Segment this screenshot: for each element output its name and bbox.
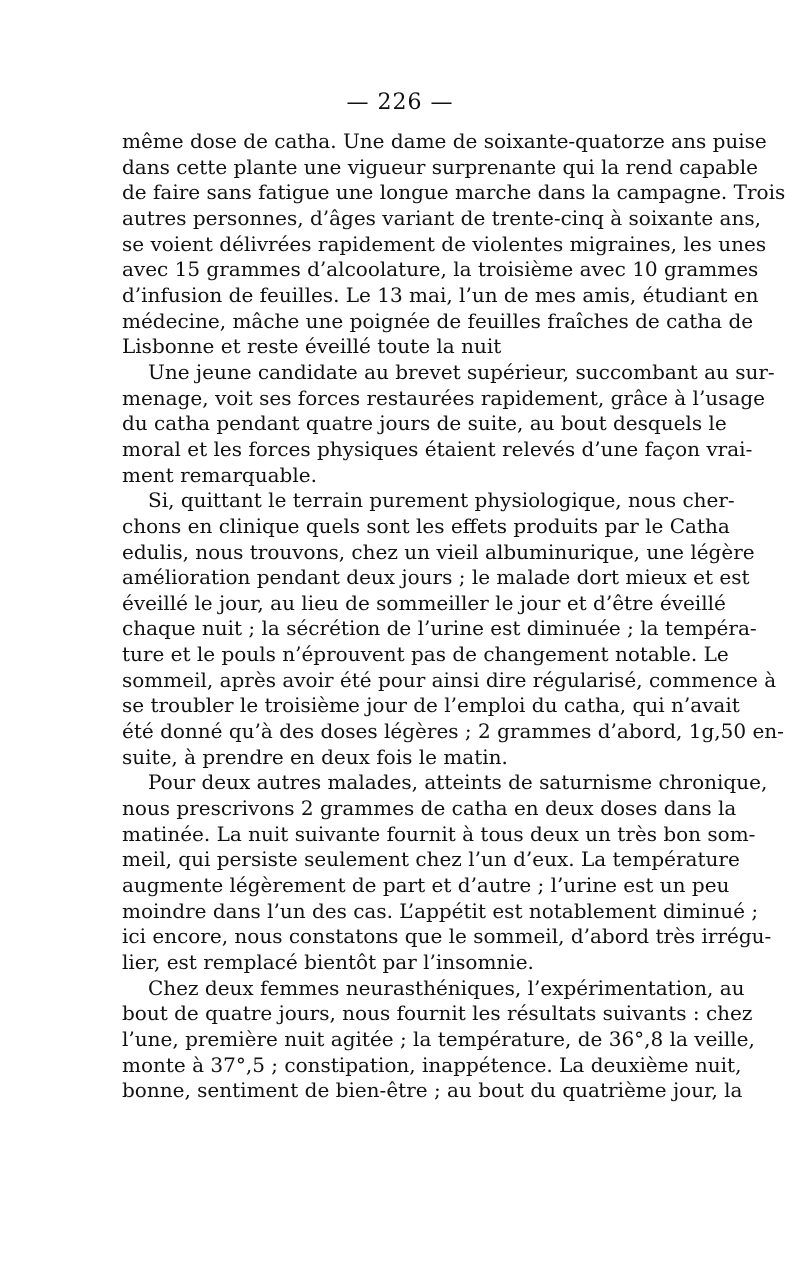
- text-line: bonne, sentiment de bien-être ; au bout du quatrième jour, la: [122, 1078, 743, 1103]
- text-line: chons en clinique quels sont les effets produits par le Catha: [122, 513, 730, 538]
- text-line: ment remarquable.: [122, 462, 317, 487]
- text-line: bout de quatre jours, nous fournit les résultats suivants : chez: [122, 1001, 753, 1026]
- text-line: même dose de catha. Une dame de soixante-quatorze ans puise: [122, 129, 767, 153]
- text-line: meil, qui persiste seulement chez l’un d’eux. La température: [122, 847, 740, 872]
- text-line: monte à 37°,5 ; constipation, inappétence. La deuxième nuit,: [122, 1052, 742, 1077]
- text-line: amélioration pendant deux jours ; le malade dort mieux et est: [122, 565, 750, 590]
- text-line: été donné qu’à des doses légères ; 2 grammes d’abord, 1g,50 en-: [122, 719, 784, 744]
- text-line: moral et les forces physiques étaient relevés d’une façon vrai-: [122, 436, 753, 461]
- text-line: ture et le pouls n’éprouvent pas de changement notable. Le: [122, 642, 729, 667]
- text-line: autres personnes, d’âges variant de trente-cinq à soixante ans,: [122, 205, 761, 230]
- text-line: sommeil, après avoir été pour ainsi dire régularisé, commence à: [122, 667, 777, 692]
- text-line: se troubler le troisième jour de l’emploi du catha, qui n’avait: [122, 693, 740, 718]
- text-line: suite, à prendre en deux fois le matin.: [122, 744, 508, 769]
- page-number: — 226 —: [346, 90, 454, 115]
- text-line: médecine, mâche une poignée de feuilles fraîches de catha de: [122, 308, 754, 333]
- text-line: ici encore, nous constatons que le sommeil, d’abord très irrégu-: [122, 924, 772, 949]
- text-line: avec 15 grammes d’alcoolature, la troisième avec 10 grammes: [122, 257, 759, 282]
- text-line: l’une, première nuit agitée ; la température, de 36°,8 la veille,: [122, 1026, 755, 1051]
- text-line: edulis, nous trouvons, chez un vieil albuminurique, une légère: [122, 539, 755, 564]
- text-line: matinée. La nuit suivante fournit à tous deux un très bon som-: [122, 821, 756, 846]
- text-line: nous prescrivons 2 grammes de catha en deux doses dans la: [122, 796, 737, 821]
- text-line: du catha pendant quatre jours de suite, au bout desquels le: [122, 411, 727, 436]
- text-line: chaque nuit ; la sécrétion de l’urine est diminuée ; la tempéra-: [122, 616, 757, 641]
- text-line: augmente légèrement de part et d’autre ; l’urine est un peu: [122, 873, 730, 898]
- text-line: Lisbonne et reste éveillé toute la nuit: [122, 334, 502, 359]
- text-line: Chez deux femmes neurasthéniques, l’expérimentation, au: [148, 975, 745, 1000]
- text-line: Si, quittant le terrain purement physiologique, nous cher-: [148, 488, 735, 513]
- text-line: de faire sans fatigue une longue marche dans la campagne. Trois: [122, 180, 786, 205]
- text-line: se voient délivrées rapidement de violentes migraines, les unes: [122, 231, 767, 256]
- text-line: dans cette plante une vigueur surprenante qui la rend capable: [122, 154, 758, 179]
- text-line: Pour deux autres malades, atteints de saturnisme chronique,: [148, 770, 768, 795]
- text-line: d’infusion de feuilles. Le 13 mai, l’un de mes amis, étudiant en: [122, 282, 759, 307]
- text-line: éveillé le jour, au lieu de sommeiller le jour et d’être éveillé: [122, 590, 726, 615]
- body-text: [122, 129, 786, 1104]
- text-line: Une jeune candidate au brevet supérieur, succombant au sur-: [148, 359, 775, 384]
- text-line: moindre dans l’un des cas. L’appétit est notablement diminué ;: [122, 898, 759, 923]
- text-line: menage, voit ses forces restaurées rapidement, grâce à l’usage: [122, 385, 766, 410]
- text-line: lier, est remplacé bientôt par l’insomnie.: [122, 950, 534, 974]
